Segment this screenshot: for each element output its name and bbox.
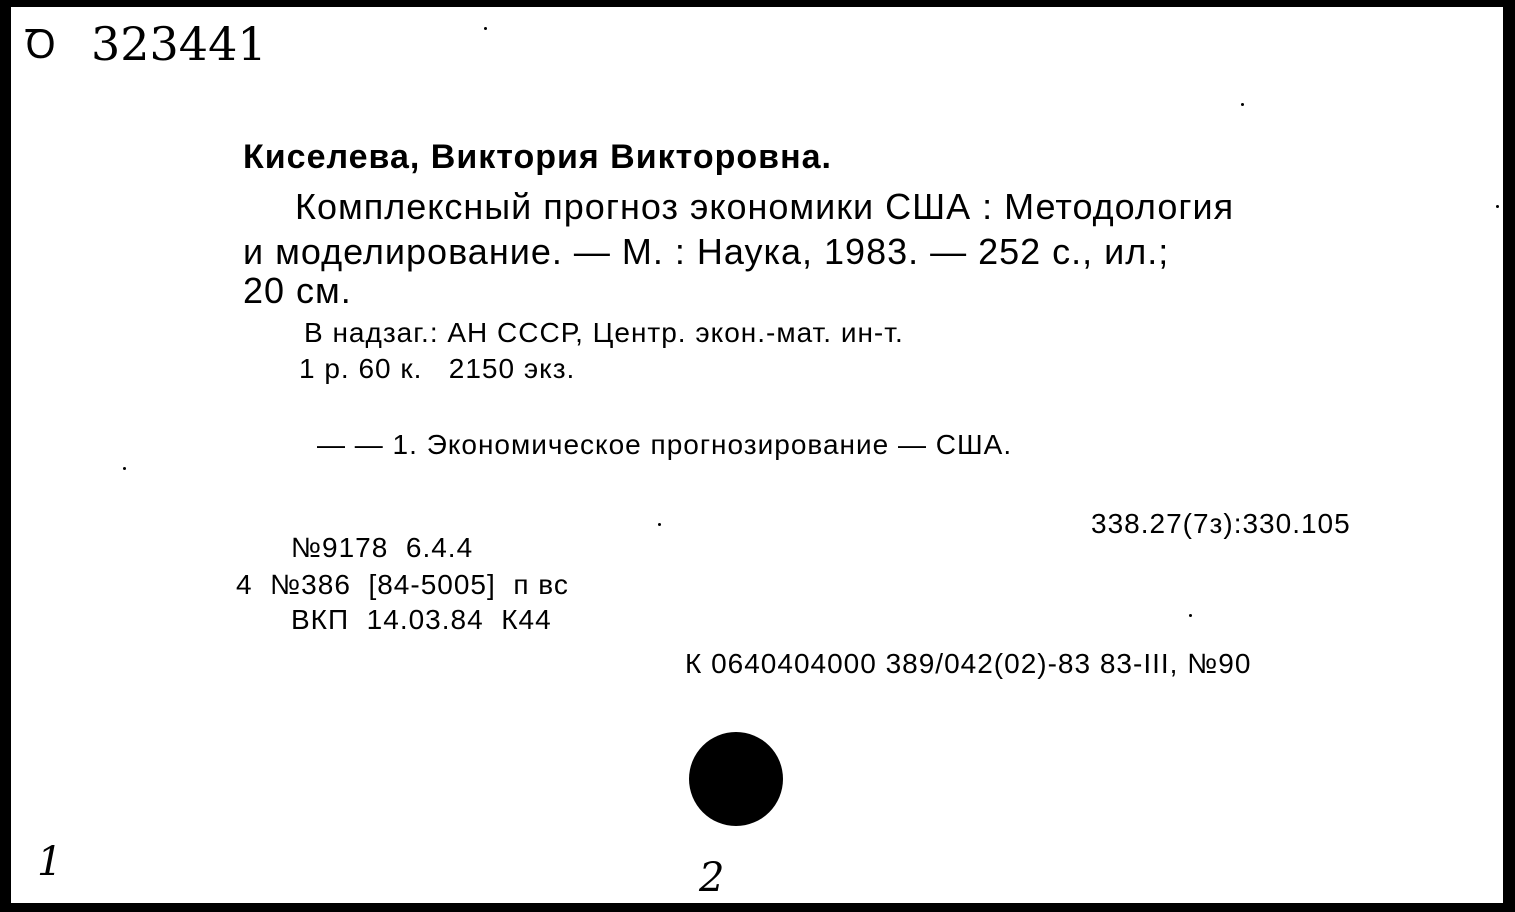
author-name: Киселева, Виктория Викторовна.: [243, 138, 832, 176]
speck: [484, 27, 487, 30]
speck: [1189, 614, 1192, 617]
subject-heading: — — 1. Экономическое прогнозирование — США.: [317, 429, 1013, 460]
internal-line-3: ВКП 14.03.84 К44: [291, 604, 552, 635]
stamp-number: 323441: [91, 17, 267, 71]
classification-code: 338.27(7з):330.105: [1091, 508, 1351, 539]
speck: [1241, 103, 1244, 106]
speck: [1496, 205, 1499, 208]
note-line-1: В надзаг.: АН СССР, Центр. экон.-мат. ин-т.: [304, 317, 904, 348]
internal-line-1: №9178 6.4.4: [291, 532, 474, 563]
handwritten-mark-center: 2: [699, 855, 725, 901]
title-line-2: и моделирование. — М. : Наука, 1983. — 252 с., ил.;: [243, 231, 1170, 272]
title-line-1: Комплексный прогноз экономики США : Методология: [295, 186, 1235, 227]
internal-line-2: 4 №386 [84-5005] п вс: [236, 569, 569, 600]
speck: [658, 523, 661, 526]
bottom-code: К 0640404000 389/042(02)-83 83-III, №90: [685, 648, 1252, 679]
note-line-2: 1 р. 60 к. 2150 экз.: [299, 353, 576, 384]
speck: [123, 467, 126, 470]
punch-hole: [689, 732, 783, 826]
catalog-card: [8, 4, 1506, 906]
handwritten-mark-left: 1: [37, 839, 63, 885]
title-line-3: 20 см.: [243, 270, 352, 311]
stamp-symbol: Ꝺ: [25, 22, 57, 68]
